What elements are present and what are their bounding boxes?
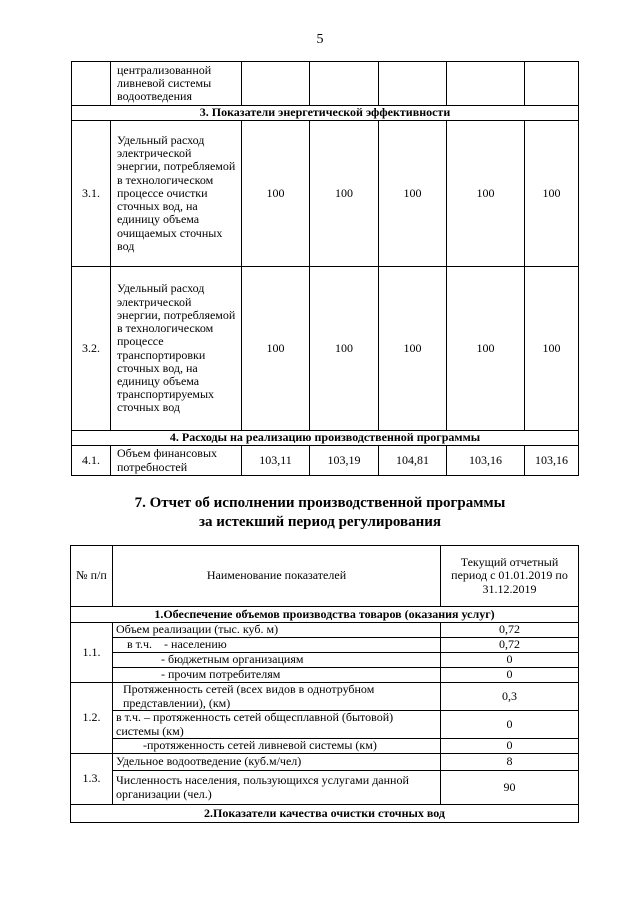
value-cell: 103,11 [242, 446, 310, 476]
value-cell: 100 [242, 267, 310, 431]
table-row [71, 623, 579, 638]
value-cell: 103,19 [310, 446, 379, 476]
row-number: 4.1. [72, 446, 111, 476]
value-cell: 100 [310, 121, 379, 267]
value-cell: 0 [441, 668, 579, 683]
indicator-name: - бюджетным организациям [113, 653, 441, 668]
value-cell: 100 [379, 121, 447, 267]
row-number: 1.2. [71, 683, 113, 754]
value-cell: 100 [447, 121, 525, 267]
value-cell: 90 [441, 771, 579, 805]
section-4-title: 4. Расходы на реализацию производственной программы [72, 431, 579, 446]
indicator-name: -протяженность сетей ливневой системы (км) [113, 739, 441, 754]
heading-line-2: за истекший период регулирования [198, 514, 442, 530]
value-cell: 103,16 [525, 446, 579, 476]
value-cell: 0 [441, 711, 579, 739]
section-2-title: 2.Показатели качества очистки сточных вод [71, 805, 579, 823]
value-cell: 100 [447, 267, 525, 431]
indicator-name: - прочим потребителям [113, 668, 441, 683]
indicators-table [71, 61, 579, 476]
table-row [71, 771, 579, 805]
value-cell: 0,72 [441, 638, 579, 653]
table-row [71, 739, 579, 754]
header-row [71, 546, 579, 607]
value-cell: 100 [242, 121, 310, 267]
table-row [71, 754, 579, 771]
continuation-row [72, 62, 579, 106]
row-number: 3.1. [72, 121, 111, 267]
indicator-name: централизованной ливневой системы водоотведения [111, 62, 242, 106]
indicator-name: Удельный расход электрической энергии, потребляемой в технологическом процессе очистки сточных вод, на единицу объема очищаемых сточных вод [111, 121, 242, 267]
header-name: Наименование показателей [113, 546, 441, 607]
table-row [72, 267, 579, 431]
header-period: Текущий отчетный период с 01.01.2019 по 31.12.2019 [441, 546, 579, 607]
indicator-name: Удельный расход электрической энергии, потребляемой в технологическом процессе транспортировки сточных вод, на единицу объема транспортируемых сточных вод [111, 267, 242, 431]
value-cell: 103,16 [447, 446, 525, 476]
table-row [72, 121, 579, 267]
heading-line-1: 7. Отчет об исполнении производственной программы [134, 495, 506, 511]
value-cell: 0,3 [441, 683, 579, 711]
value-cell: 100 [310, 267, 379, 431]
table-row [71, 653, 579, 668]
table-row [71, 683, 579, 711]
section-heading [0, 494, 640, 532]
indicator-name: в т.ч. – протяженность сетей общесплавной (бытовой) системы (км) [113, 711, 441, 739]
table-row [71, 638, 579, 653]
section-1-title: 1.Обеспечение объемов производства товаров (оказания услуг) [71, 607, 579, 623]
table-row [71, 711, 579, 739]
row-number: 1.1. [71, 623, 113, 683]
value-cell: 100 [525, 121, 579, 267]
value-cell: 0 [441, 739, 579, 754]
table-row [71, 668, 579, 683]
value-cell: 0 [441, 653, 579, 668]
indicator-name: Объем реализации (тыс. куб. м) [113, 623, 441, 638]
row-number: 1.3. [71, 754, 113, 805]
indicator-name: в т.ч. - населению [113, 638, 441, 653]
value-cell: 8 [441, 754, 579, 771]
section-3-title: 3. Показатели энергетической эффективности [72, 106, 579, 121]
indicator-name: Численность населения, пользующихся услугами данной организации (чел.) [113, 771, 441, 805]
value-cell: 0,72 [441, 623, 579, 638]
report-table [70, 545, 579, 823]
value-cell: 104,81 [379, 446, 447, 476]
header-num: № п/п [71, 546, 113, 607]
indicator-name: Удельное водоотведение (куб.м/чел) [113, 754, 441, 771]
table-row [72, 446, 579, 476]
indicator-name: Протяженность сетей (всех видов в однотрубном представлении), (км) [113, 683, 441, 711]
indicator-name: Объем финансовых потребностей [111, 446, 242, 476]
page-number: 5 [316, 32, 324, 47]
row-number: 3.2. [72, 267, 111, 431]
value-cell: 100 [525, 267, 579, 431]
value-cell: 100 [379, 267, 447, 431]
